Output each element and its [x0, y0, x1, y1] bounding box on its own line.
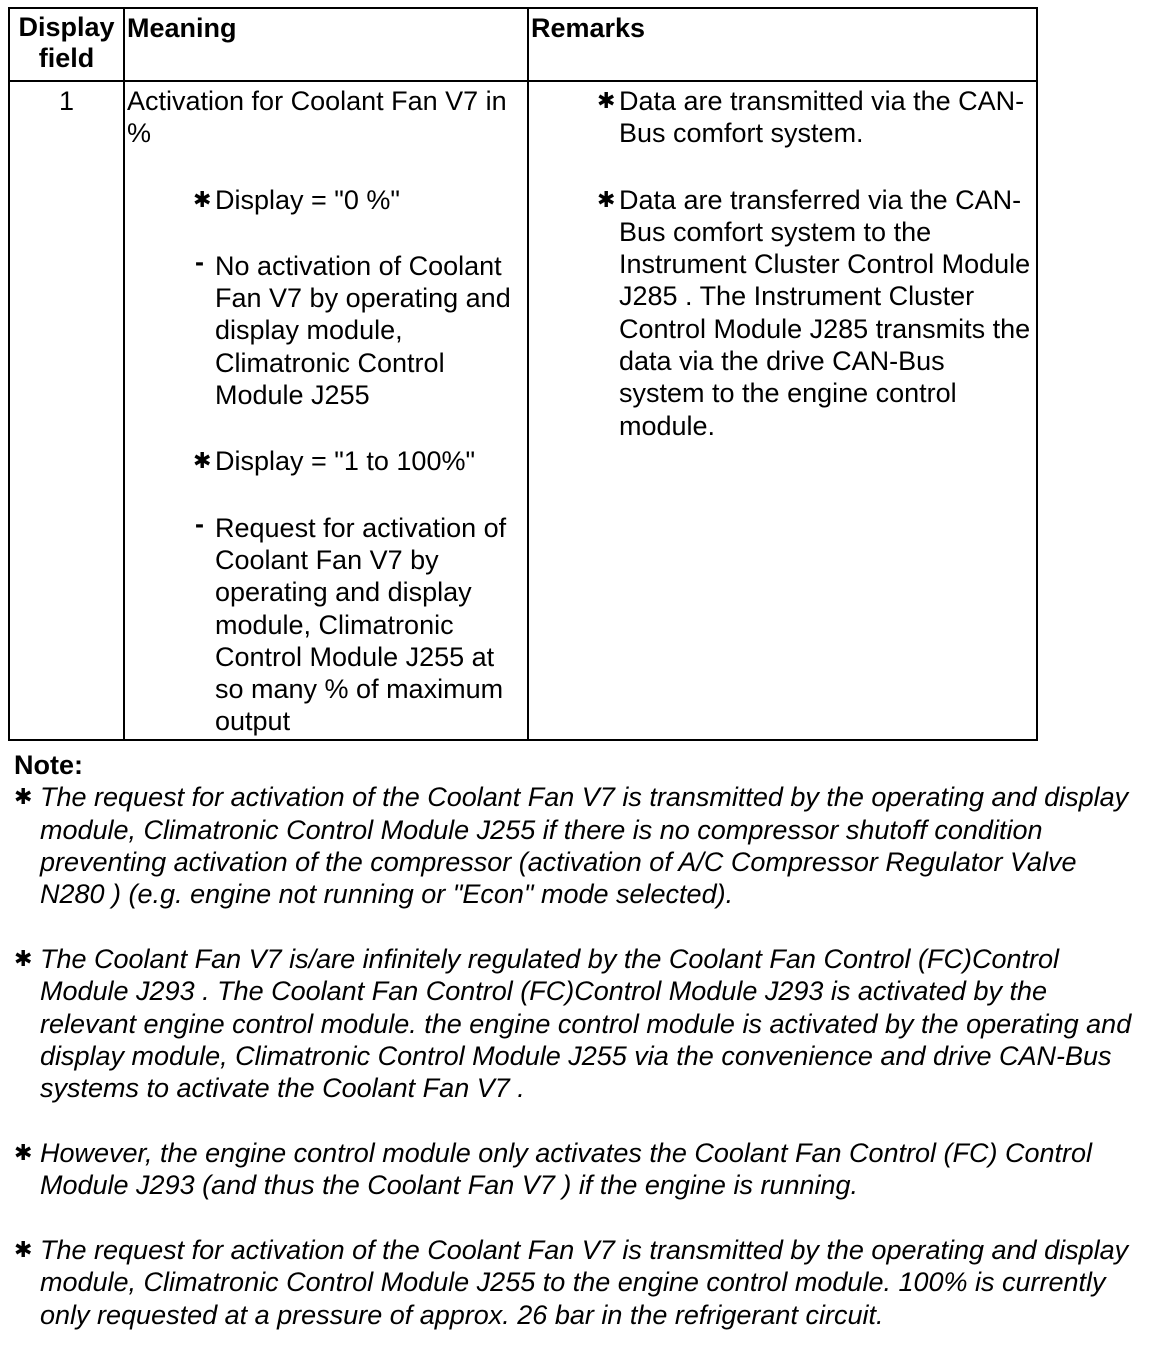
remarks-item	[597, 85, 1034, 150]
note-item	[14, 943, 1144, 1104]
display-field-value: 1	[9, 81, 124, 740]
remarks-cell	[528, 81, 1037, 740]
meaning-item	[195, 246, 525, 411]
bullet-icon: ✱	[193, 186, 212, 212]
note-item	[14, 1137, 1144, 1202]
meaning-item	[193, 184, 525, 216]
dash-icon: -	[195, 508, 204, 539]
meaning-title: Activation for Coolant Fan V7 in %	[127, 86, 507, 149]
note-title: Note:	[14, 750, 83, 780]
bullet-icon: ✱	[597, 88, 616, 113]
table-header-row	[9, 8, 1037, 81]
bullet-icon: ✱	[14, 1237, 33, 1263]
note-item-text: The Coolant Fan V7 is/are infinitely regulated by the Coolant Fan Control (FC)Control Module J293 . The Coolant Fan Control (FC)Control Module J293 is activated by the relevant engine control module. the engine control module is activated by the operating and display module, Climatronic Control Module J255 via the convenience and drive CAN-Bus systems to activate the Coolant Fan V7 .	[40, 943, 1132, 1104]
remarks-item-text: Data are transferred via the CAN-Bus comfort system to the Instrument Cluster Control Module J285 . The Instrument Cluster Control Module J285 transmits the data via the drive CAN-Bus system to the engine control module.	[619, 184, 1031, 441]
note-item-text: The request for activation of the Coolant Fan V7 is transmitted by the operating and display module, Climatronic Control Module J255 if there is no compressor shutoff condition preventing activation of the compressor (activation of A/C Compressor Regulator Valve N280 ) (e.g. engine not running or "Econ" mode selected).	[40, 782, 1129, 910]
meaning-item	[195, 508, 525, 738]
bullet-icon: ✱	[14, 1139, 33, 1165]
header-remarks: Remarks	[528, 8, 1037, 81]
header-meaning: Meaning	[124, 8, 528, 81]
note-section	[14, 749, 1144, 1363]
measuring-value-table	[8, 7, 1038, 741]
remarks-item	[597, 184, 1034, 442]
note-item-text: However, the engine control module only activates the Coolant Fan Control (FC) Control Module J293 (and thus the Coolant Fan V7 ) if the engine is running.	[40, 1137, 1093, 1201]
bullet-icon: ✱	[14, 784, 33, 810]
header-display-field: Display field	[9, 8, 124, 81]
note-item	[14, 781, 1144, 910]
note-item-text: The request for activation of the Coolant Fan V7 is transmitted by the operating and display module, Climatronic Control Module J255 to the engine control module. 100% is currently only requested at a pressure of approx. 26 bar in the refrigerant circuit.	[40, 1235, 1129, 1330]
meaning-item	[193, 445, 525, 477]
meaning-cell	[124, 81, 528, 740]
meaning-item-text: No activation of Coolant Fan V7 by operating and display module, Climatronic Control Module J255	[215, 250, 511, 411]
meaning-item-text: Display = "0 %"	[215, 184, 400, 215]
table-row	[9, 81, 1037, 740]
remarks-item-text: Data are transmitted via the CAN-Bus comfort system.	[619, 86, 1025, 149]
dash-icon: -	[195, 246, 204, 277]
bullet-icon: ✱	[193, 448, 212, 474]
meaning-item-text: Request for activation of Coolant Fan V7 by operating and display module, Climatronic Control Module J255 at so many % of maximum output	[215, 512, 507, 737]
meaning-item-text: Display = "1 to 100%"	[215, 446, 476, 477]
bullet-icon: ✱	[597, 186, 616, 212]
bullet-icon: ✱	[14, 945, 33, 971]
note-item	[14, 1234, 1144, 1331]
